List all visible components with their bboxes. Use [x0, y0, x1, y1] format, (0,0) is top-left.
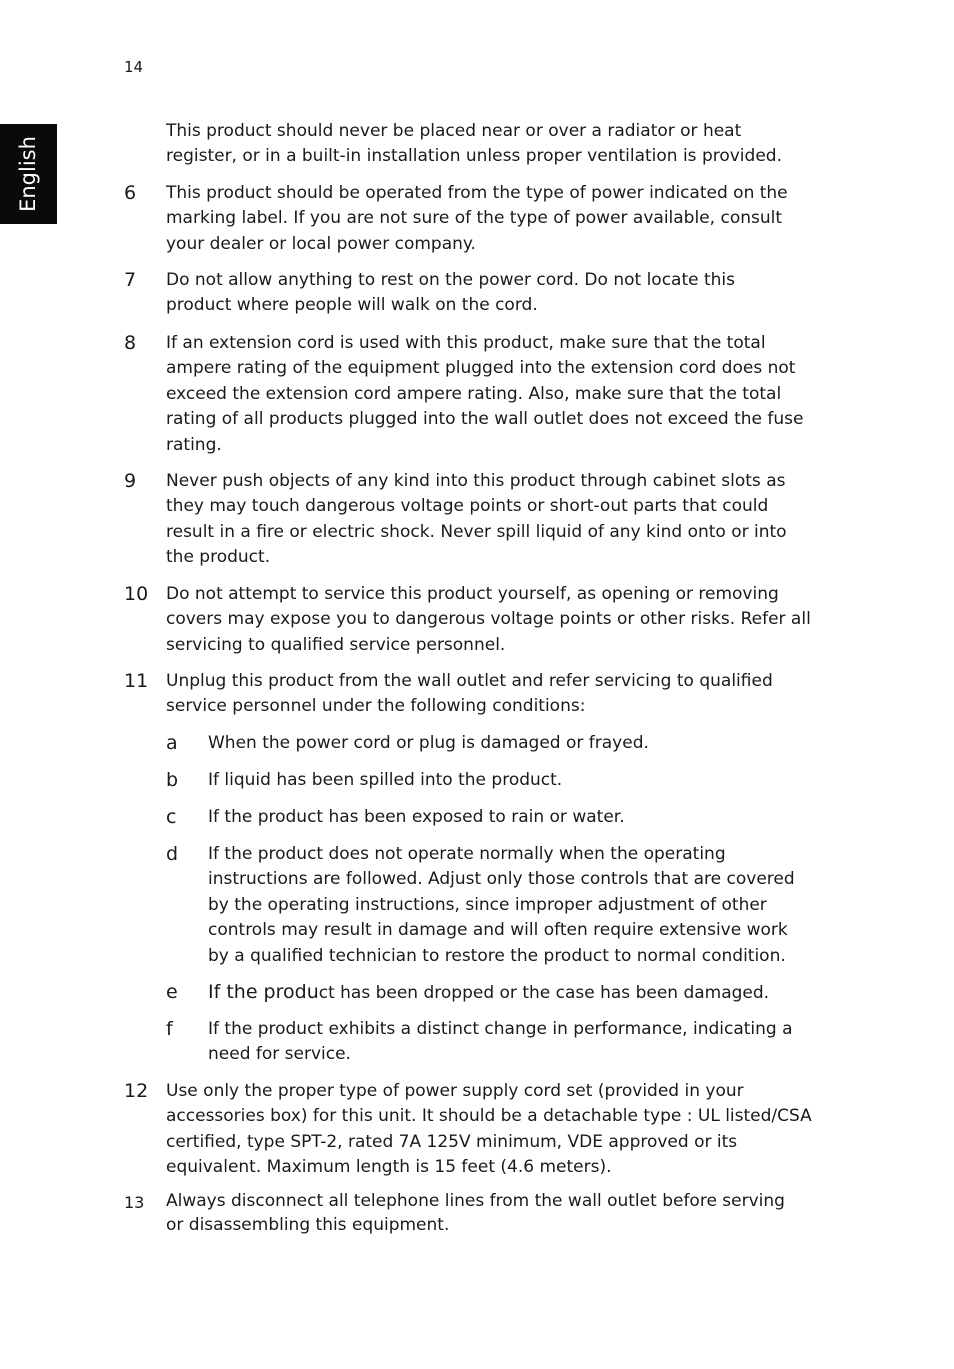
item-number: 9 [124, 470, 137, 492]
item-text [166, 1190, 785, 1237]
item-number: 10 [124, 583, 149, 605]
subitem-letter: f [166, 1018, 173, 1040]
item-line: they may touch dangerous voltage points or short-out parts that could [166, 496, 769, 517]
item-number: 12 [124, 1080, 149, 1102]
item-line: rating of all products plugged into the wall outlet does not exceed the fuse [166, 409, 804, 430]
item-line: If an extension cord is used with this product, make sure that the total [166, 333, 766, 353]
subitem-rest: ct has been dropped or the case has been damaged. [318, 983, 770, 1003]
item-text [166, 469, 787, 571]
subitem-line: instructions are followed. Adjust only those controls that are covered [208, 869, 795, 890]
subitem-text [208, 842, 795, 969]
subitem-line: If the product has been exposed to rain or water. [208, 807, 625, 827]
item-line: rating. [166, 434, 222, 455]
item-line: product where people will walk on the cord. [166, 295, 538, 316]
subitem-text [208, 731, 649, 756]
item-number: 11 [124, 670, 149, 692]
item-line: your dealer or local power company. [166, 233, 476, 254]
subitem-letter: e [166, 981, 178, 1003]
item-line: Use only the proper type of power supply cord set (provided in your [166, 1081, 744, 1101]
subitem-text [208, 768, 562, 793]
subitem-text [208, 1017, 793, 1068]
item-line: Always disconnect all telephone lines from the wall outlet before serving [166, 1191, 785, 1211]
item-line: covers may expose you to dangerous voltage points or other risks. Refer all [166, 609, 811, 630]
subitem-line: by the operating instructions, since improper adjustment of other [208, 894, 767, 915]
subitem-line: need for service. [208, 1044, 351, 1065]
subitem-line: controls may result in damage and will often require extensive work [208, 920, 788, 941]
item-number: 6 [124, 182, 137, 204]
item-number: 8 [124, 332, 137, 354]
item-number: 7 [124, 269, 137, 291]
item-line: or disassembling this equipment. [166, 1214, 450, 1235]
subitem-text [208, 980, 769, 1006]
subitem-line: by a qualified technician to restore the product to normal condition. [208, 945, 786, 966]
page-number: 14 [124, 58, 144, 76]
item-line: Never push objects of any kind into this product through cabinet slots as [166, 471, 786, 491]
subitem-letter: a [166, 732, 178, 754]
item-text [166, 181, 788, 257]
item-line: exceed the extension cord ampere rating. Also, make sure that the total [166, 383, 782, 404]
item-text [166, 331, 803, 458]
item-line: equivalent. Maximum length is 15 feet (4.6 meters). [166, 1157, 612, 1178]
subitem-line: If liquid has been spilled into the product. [208, 770, 563, 790]
item-line: accessories box) for this unit. It should be a detachable type : UL listed/CSA [166, 1106, 812, 1127]
item-text [166, 669, 773, 720]
item-line: ampere rating of the equipment plugged into the extension cord does not [166, 358, 796, 379]
subitem-letter: d [166, 843, 179, 865]
item-line: This product should be operated from the type of power indicated on the [166, 183, 788, 203]
subitem-line: When the power cord or plug is damaged or frayed. [208, 733, 649, 753]
item-line: result in a fire or electric shock. Never spill liquid of any kind onto or into [166, 521, 787, 542]
item-line: service personnel under the following conditions: [166, 696, 586, 717]
item-text [166, 582, 811, 658]
language-tab-label: English [16, 136, 40, 212]
intro-line: register, or in a built-in installation unless proper ventilation is provided. [166, 146, 782, 167]
item-line: Unplug this product from the wall outlet and refer servicing to qualified [166, 671, 773, 691]
item-line: the product. [166, 547, 271, 568]
subitem-letter: b [166, 769, 179, 791]
subitem-line: If the product does not operate normally when the operating [208, 844, 726, 864]
intro-paragraph [166, 119, 782, 170]
item-line: marking label. If you are not sure of the type of power available, consult [166, 208, 783, 229]
subitem-text [208, 805, 625, 830]
intro-line: This product should never be placed near or over a radiator or heat [166, 121, 742, 141]
item-line: Do not allow anything to rest on the power cord. Do not locate this [166, 270, 736, 290]
item-number: 13 [124, 1193, 145, 1212]
item-line: certified, type SPT-2, rated 7A 125V minimum, VDE approved or its [166, 1131, 738, 1152]
subitem-line: If the product exhibits a distinct change in performance, indicating a [208, 1019, 793, 1039]
subitem-lead: If the produ [208, 981, 319, 1003]
item-line: servicing to qualified service personnel. [166, 634, 506, 655]
item-line: Do not attempt to service this product yourself, as opening or removing [166, 584, 779, 604]
item-text [166, 1079, 812, 1181]
subitem-letter: c [166, 806, 177, 828]
item-text [166, 268, 735, 319]
